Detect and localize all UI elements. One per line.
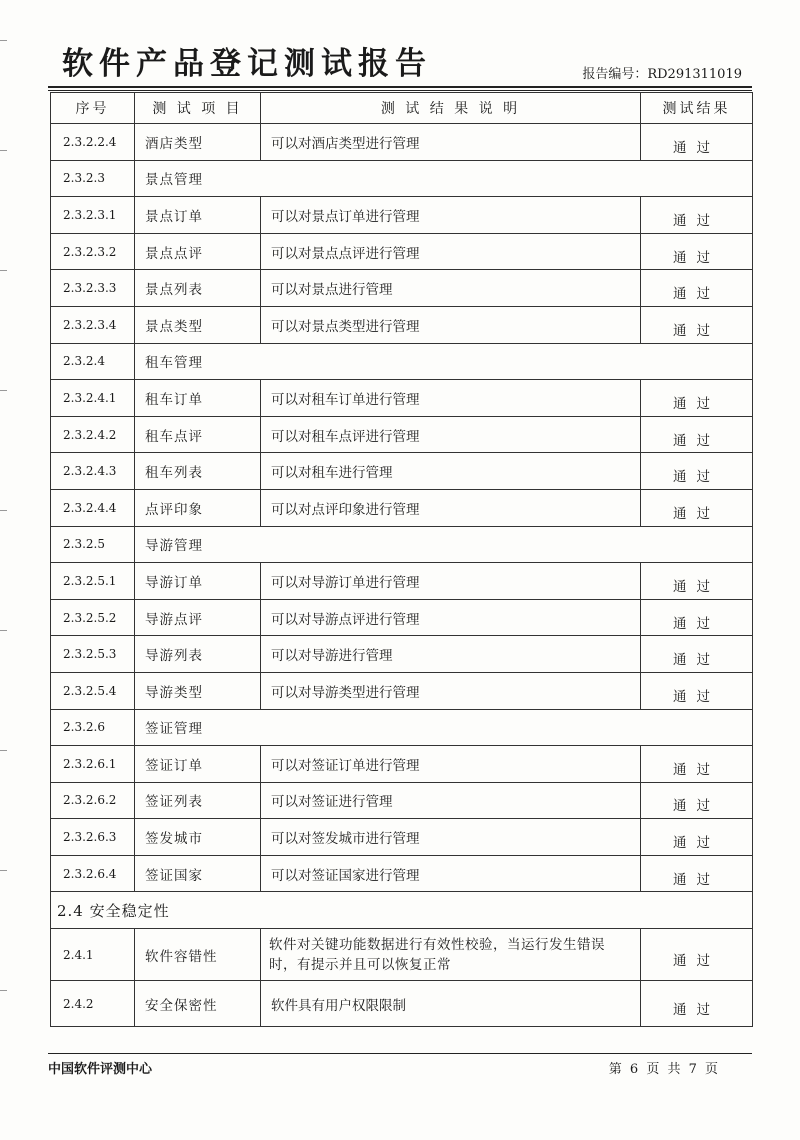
row-number: 2.3.2.3.3 (51, 270, 135, 307)
test-result: 通过 (641, 197, 753, 234)
test-result: 通过 (641, 746, 753, 783)
result-description: 可以对导游类型进行管理 (261, 672, 641, 709)
section-heading: 2.4 安全稳定性 (51, 892, 753, 929)
test-item: 景点类型 (135, 306, 261, 343)
group-row (51, 526, 753, 563)
row-number: 2.3.2.4 (51, 343, 135, 380)
header-rule-thin (48, 90, 752, 91)
test-result: 通过 (641, 270, 753, 307)
report-title: 软件产品登记测试报告 (62, 46, 432, 82)
test-result: 通过 (641, 782, 753, 819)
row-number: 2.3.2.3.4 (51, 306, 135, 343)
row-number: 2.3.2.3 (51, 160, 135, 197)
column-header-description: 测 试 结 果 说 明 (261, 93, 641, 124)
table-row (51, 197, 753, 234)
table-row (51, 746, 753, 783)
result-description: 可以对景点点评进行管理 (261, 233, 641, 270)
organization-name: 中国软件评测中心 (48, 1062, 153, 1077)
table-row (51, 672, 753, 709)
footer-rule (48, 1053, 752, 1054)
test-item: 导游订单 (135, 563, 261, 600)
test-item: 酒店类型 (135, 124, 261, 161)
table-row (51, 929, 753, 981)
row-number: 2.3.2.4.4 (51, 489, 135, 526)
group-row (51, 343, 753, 380)
result-description: 软件具有用户权限限制 (261, 981, 641, 1027)
result-description: 可以对点评印象进行管理 (261, 489, 641, 526)
result-description: 可以对导游进行管理 (261, 636, 641, 673)
result-description: 可以对签证国家进行管理 (261, 855, 641, 892)
row-number: 2.4.2 (51, 981, 135, 1027)
test-item: 导游列表 (135, 636, 261, 673)
result-description: 软件对关键功能数据进行有效性校验，当运行发生错误时，有提示并且可以恢复正常 (261, 929, 641, 981)
test-item: 点评印象 (135, 489, 261, 526)
test-result: 通过 (641, 306, 753, 343)
row-number: 2.3.2.4.2 (51, 416, 135, 453)
test-item: 签证国家 (135, 855, 261, 892)
test-item: 租车列表 (135, 453, 261, 490)
table-row (51, 233, 753, 270)
column-header-item: 测 试 项 目 (135, 93, 261, 124)
column-header-no: 序号 (51, 93, 135, 124)
row-number: 2.3.2.5.4 (51, 672, 135, 709)
test-result: 通过 (641, 416, 753, 453)
test-item: 景点点评 (135, 233, 261, 270)
test-result: 通过 (641, 453, 753, 490)
row-number: 2.3.2.3.1 (51, 197, 135, 234)
test-item: 软件容错性 (135, 929, 261, 981)
row-number: 2.3.2.5.3 (51, 636, 135, 673)
result-description: 可以对酒店类型进行管理 (261, 124, 641, 161)
result-description: 可以对签发城市进行管理 (261, 819, 641, 856)
table-row (51, 124, 753, 161)
header-rule (48, 86, 752, 88)
test-result: 通过 (641, 929, 753, 981)
table-row (51, 306, 753, 343)
test-result: 通过 (641, 380, 753, 417)
group-row (51, 160, 753, 197)
test-item: 租车点评 (135, 416, 261, 453)
row-number: 2.3.2.4.3 (51, 453, 135, 490)
test-result: 通过 (641, 855, 753, 892)
section-heading-row (51, 892, 753, 929)
result-description: 可以对景点订单进行管理 (261, 197, 641, 234)
row-number: 2.3.2.5.2 (51, 599, 135, 636)
test-item: 签证列表 (135, 782, 261, 819)
result-description: 可以对导游订单进行管理 (261, 563, 641, 600)
table-body (51, 124, 753, 1027)
result-description: 可以对景点进行管理 (261, 270, 641, 307)
test-results-table (50, 92, 753, 1027)
test-item: 导游点评 (135, 599, 261, 636)
report-number: 报告编号：RD291311019 (582, 67, 742, 82)
test-result: 通过 (641, 981, 753, 1027)
group-name: 景点管理 (135, 160, 753, 197)
table-row (51, 270, 753, 307)
row-number: 2.3.2.6.2 (51, 782, 135, 819)
result-description: 可以对导游点评进行管理 (261, 599, 641, 636)
test-item: 导游类型 (135, 672, 261, 709)
table-row (51, 599, 753, 636)
table-row (51, 855, 753, 892)
test-result: 通过 (641, 563, 753, 600)
result-description: 可以对租车进行管理 (261, 453, 641, 490)
row-number: 2.3.2.3.2 (51, 233, 135, 270)
table-row (51, 563, 753, 600)
test-result: 通过 (641, 819, 753, 856)
result-description: 可以对签证进行管理 (261, 782, 641, 819)
row-number: 2.3.2.4.1 (51, 380, 135, 417)
test-item: 租车订单 (135, 380, 261, 417)
row-number: 2.3.2.6.4 (51, 855, 135, 892)
test-item: 签发城市 (135, 819, 261, 856)
table-row (51, 380, 753, 417)
test-item: 景点订单 (135, 197, 261, 234)
table-row (51, 636, 753, 673)
table-row (51, 981, 753, 1027)
table-row (51, 453, 753, 490)
test-result: 通过 (641, 124, 753, 161)
group-name: 签证管理 (135, 709, 753, 746)
group-name: 租车管理 (135, 343, 753, 380)
result-description: 可以对租车订单进行管理 (261, 380, 641, 417)
table-row (51, 416, 753, 453)
test-result: 通过 (641, 636, 753, 673)
row-number: 2.3.2.6 (51, 709, 135, 746)
test-item: 安全保密性 (135, 981, 261, 1027)
result-description: 可以对租车点评进行管理 (261, 416, 641, 453)
column-header-result: 测试结果 (641, 93, 753, 124)
table-header-row (51, 93, 753, 124)
row-number: 2.3.2.6.3 (51, 819, 135, 856)
test-result: 通过 (641, 489, 753, 526)
row-number: 2.3.2.6.1 (51, 746, 135, 783)
group-name: 导游管理 (135, 526, 753, 563)
result-description: 可以对签证订单进行管理 (261, 746, 641, 783)
table-row (51, 819, 753, 856)
test-result: 通过 (641, 672, 753, 709)
test-item: 景点列表 (135, 270, 261, 307)
row-number: 2.3.2.5.1 (51, 563, 135, 600)
test-result: 通过 (641, 233, 753, 270)
test-item: 签证订单 (135, 746, 261, 783)
result-description: 可以对景点类型进行管理 (261, 306, 641, 343)
table-row (51, 782, 753, 819)
row-number: 2.4.1 (51, 929, 135, 981)
table-row (51, 489, 753, 526)
test-result: 通过 (641, 599, 753, 636)
group-row (51, 709, 753, 746)
row-number: 2.3.2.2.4 (51, 124, 135, 161)
page-indicator: 第 6 页 共 7 页 (608, 1062, 720, 1077)
row-number: 2.3.2.5 (51, 526, 135, 563)
